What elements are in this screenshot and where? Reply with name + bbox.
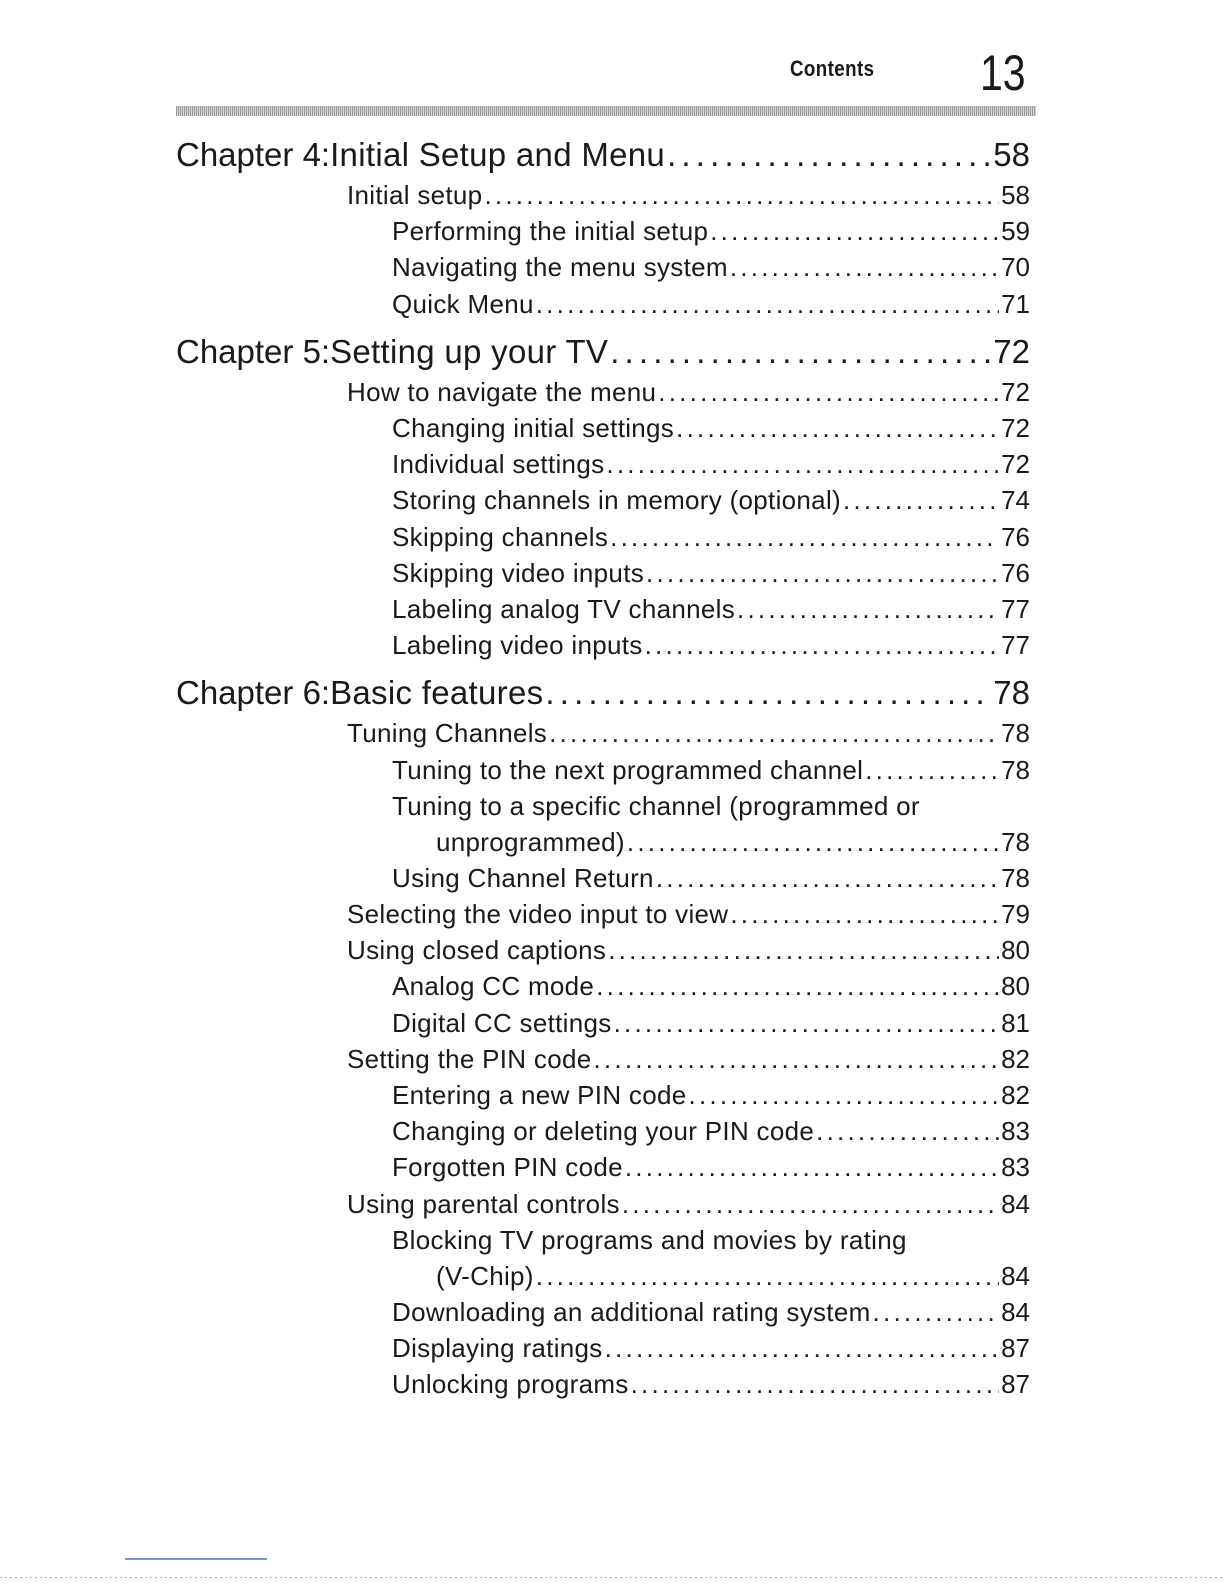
toc-section-entry[interactable] <box>347 899 1030 930</box>
dot-leader <box>627 827 999 858</box>
chapter-label: Chapter 6: <box>176 674 331 712</box>
toc-section-entry[interactable] <box>347 1044 1030 1075</box>
dot-leader <box>596 971 999 1002</box>
chapter-page: 72 <box>993 332 1030 370</box>
chapter-title: Initial Setup and Menu <box>330 136 666 173</box>
toc-chapter-entry[interactable] <box>176 136 1030 174</box>
entry-page: 84 <box>1001 1188 1030 1219</box>
chapter-label: Chapter 5: <box>176 332 331 370</box>
chapter-page: 78 <box>993 674 1030 712</box>
entry-title: Labeling video inputs <box>392 630 643 661</box>
toc-subsection-entry[interactable] <box>392 594 1030 625</box>
entry-title: Tuning Channels <box>347 718 548 749</box>
entry-title: Displaying ratings <box>392 1333 603 1363</box>
dot-leader <box>667 136 991 174</box>
footer-line <box>0 1577 1225 1578</box>
entry-title: Initial setup <box>347 180 483 210</box>
toc-subsection-entry[interactable] <box>392 485 1030 516</box>
dot-leader <box>646 558 999 589</box>
toc-subsection-entry[interactable] <box>392 216 1030 247</box>
entry-page: 77 <box>1001 630 1030 661</box>
toc-subsection-entry[interactable] <box>392 1008 1030 1039</box>
entry-title: Selecting the video input to view <box>347 899 729 929</box>
chapter-title: Setting up your TV <box>330 332 609 370</box>
dot-leader <box>614 1008 1000 1039</box>
toc-subsection-entry[interactable] <box>392 449 1030 480</box>
dot-leader <box>737 594 999 625</box>
dot-leader <box>865 755 999 786</box>
entry-page: 78 <box>1001 862 1030 893</box>
entry-page: 74 <box>1001 485 1030 516</box>
dot-leader <box>631 1369 999 1400</box>
entry-page: 71 <box>1001 288 1030 319</box>
toc-section-entry[interactable] <box>347 1189 1030 1220</box>
toc-subsection-entry[interactable] <box>392 630 1030 661</box>
toc-subsection-entry[interactable] <box>392 863 1030 894</box>
entry-page: 76 <box>1001 521 1030 552</box>
entry-title: Performing the initial setup <box>392 216 709 247</box>
toc-section-entry[interactable] <box>347 377 1030 408</box>
dot-leader <box>710 216 999 247</box>
entry-page: 87 <box>1001 1369 1030 1400</box>
entry-page: 79 <box>1001 899 1030 929</box>
toc-section-entry[interactable] <box>347 180 1030 211</box>
dot-leader <box>549 718 999 749</box>
dot-leader <box>656 863 999 894</box>
toc-subsection-entry[interactable] <box>392 755 1030 786</box>
entry-page: 72 <box>1001 376 1030 407</box>
entry-title: Digital CC settings <box>392 1007 612 1038</box>
header-label: Contents <box>790 56 875 81</box>
entry-title: How to navigate the menu <box>347 376 657 407</box>
entry-page: 80 <box>1001 971 1030 1002</box>
entry-page: 78 <box>1001 826 1030 857</box>
entry-title: Navigating the menu system <box>392 252 728 283</box>
entry-page: 70 <box>1001 252 1030 283</box>
entry-page: 59 <box>1001 216 1030 247</box>
header-rule <box>176 106 1036 116</box>
dot-leader <box>816 1116 999 1147</box>
entry-page: 87 <box>1001 1333 1030 1363</box>
dot-leader <box>593 1044 999 1075</box>
entry-title: Skipping channels <box>392 521 609 552</box>
dot-leader <box>730 899 999 930</box>
chapter-title: Basic features <box>330 674 544 712</box>
entry-title: Using parental controls <box>347 1188 620 1219</box>
entry-page: 84 <box>1001 1260 1030 1291</box>
entry-title: Analog CC mode <box>392 971 595 1002</box>
entry-title: Tuning to the next programmed channel <box>392 754 864 785</box>
entry-page: 83 <box>1001 1152 1030 1183</box>
toc-chapter-entry[interactable] <box>176 674 1030 712</box>
entry-title: Changing initial settings <box>392 413 675 443</box>
toc-subsection-entry[interactable] <box>392 1369 1030 1400</box>
footer-mark <box>125 1558 267 1560</box>
toc-subsection-entry[interactable] <box>392 252 1030 283</box>
toc-subsection-title[interactable]: Blocking TV programs and movies by rating <box>392 1224 907 1255</box>
entry-title: Quick Menu <box>392 288 534 319</box>
toc-subsection-entry[interactable] <box>436 1261 1030 1292</box>
toc-subsection-entry[interactable] <box>392 1080 1030 1111</box>
chapter-label: Chapter 4: <box>176 136 331 173</box>
dot-leader <box>608 935 999 966</box>
entry-page: 78 <box>1001 754 1030 785</box>
entry-title: Setting the PIN code <box>347 1043 592 1074</box>
entry-page: 78 <box>1001 718 1030 749</box>
toc-chapter-entry[interactable] <box>176 333 1030 371</box>
toc-subsection-entry[interactable] <box>392 413 1030 444</box>
toc-subsection-entry[interactable] <box>436 827 1030 858</box>
toc-subsection-entry[interactable] <box>392 1116 1030 1147</box>
dot-leader <box>536 1261 999 1292</box>
dot-leader <box>536 289 999 320</box>
entry-title: Entering a new PIN code <box>392 1080 687 1110</box>
entry-page: 82 <box>1001 1043 1030 1074</box>
entry-title: unprogrammed) <box>436 826 625 857</box>
entry-title: Forgotten PIN code <box>392 1152 623 1183</box>
toc-subsection-entry[interactable] <box>392 522 1030 553</box>
dot-leader <box>606 449 999 480</box>
entry-title: Skipping video inputs <box>392 557 645 588</box>
entry-page: 58 <box>1001 180 1030 210</box>
toc-subsection-entry[interactable] <box>392 1297 1030 1328</box>
dot-leader <box>689 1080 1000 1111</box>
entry-page: 83 <box>1001 1116 1030 1147</box>
dot-leader <box>645 630 999 661</box>
dot-leader <box>625 1152 999 1183</box>
toc-subsection-entry[interactable] <box>392 1152 1030 1183</box>
entry-page: 77 <box>1001 594 1030 624</box>
dot-leader <box>843 485 999 516</box>
entry-title: Storing channels in memory (optional) <box>392 485 841 516</box>
dot-leader <box>484 180 999 211</box>
entry-title: Unlocking programs <box>392 1369 629 1400</box>
entry-page: 72 <box>1001 449 1030 480</box>
toc-subsection-entry[interactable] <box>392 1333 1030 1364</box>
entry-page: 84 <box>1001 1296 1030 1327</box>
entry-page: 76 <box>1001 557 1030 588</box>
entry-page: 81 <box>1001 1007 1030 1038</box>
dot-leader <box>610 333 991 371</box>
dot-leader <box>610 522 999 553</box>
toc-subsection-title[interactable]: Tuning to a specific channel (programmed or <box>392 790 920 821</box>
dot-leader <box>605 1333 999 1364</box>
dot-leader <box>658 377 999 408</box>
entry-page: 82 <box>1001 1080 1030 1110</box>
chapter-page: 58 <box>993 136 1030 173</box>
entry-title: (V-Chip) <box>436 1260 534 1291</box>
entry-title: Downloading an additional rating system <box>392 1296 871 1327</box>
entry-title: Using closed captions <box>347 935 607 966</box>
toc-section-entry[interactable] <box>347 718 1030 749</box>
toc-section-entry[interactable] <box>347 935 1030 966</box>
dot-leader <box>622 1189 999 1220</box>
entry-page: 80 <box>1001 935 1030 966</box>
toc-subsection-entry[interactable] <box>392 289 1030 320</box>
dot-leader <box>873 1297 1000 1328</box>
entry-title: Individual settings <box>392 449 605 480</box>
page-number: 13 <box>980 45 1026 101</box>
toc-subsection-entry[interactable] <box>392 558 1030 589</box>
entry-title: Changing or deleting your PIN code <box>392 1116 815 1147</box>
entry-page: 72 <box>1001 413 1030 443</box>
entry-title: Using Channel Return <box>392 862 654 893</box>
toc-subsection-entry[interactable] <box>392 971 1030 1002</box>
dot-leader <box>730 252 999 283</box>
dot-leader <box>545 674 991 712</box>
entry-title: Labeling analog TV channels <box>392 594 735 624</box>
dot-leader <box>676 413 999 444</box>
